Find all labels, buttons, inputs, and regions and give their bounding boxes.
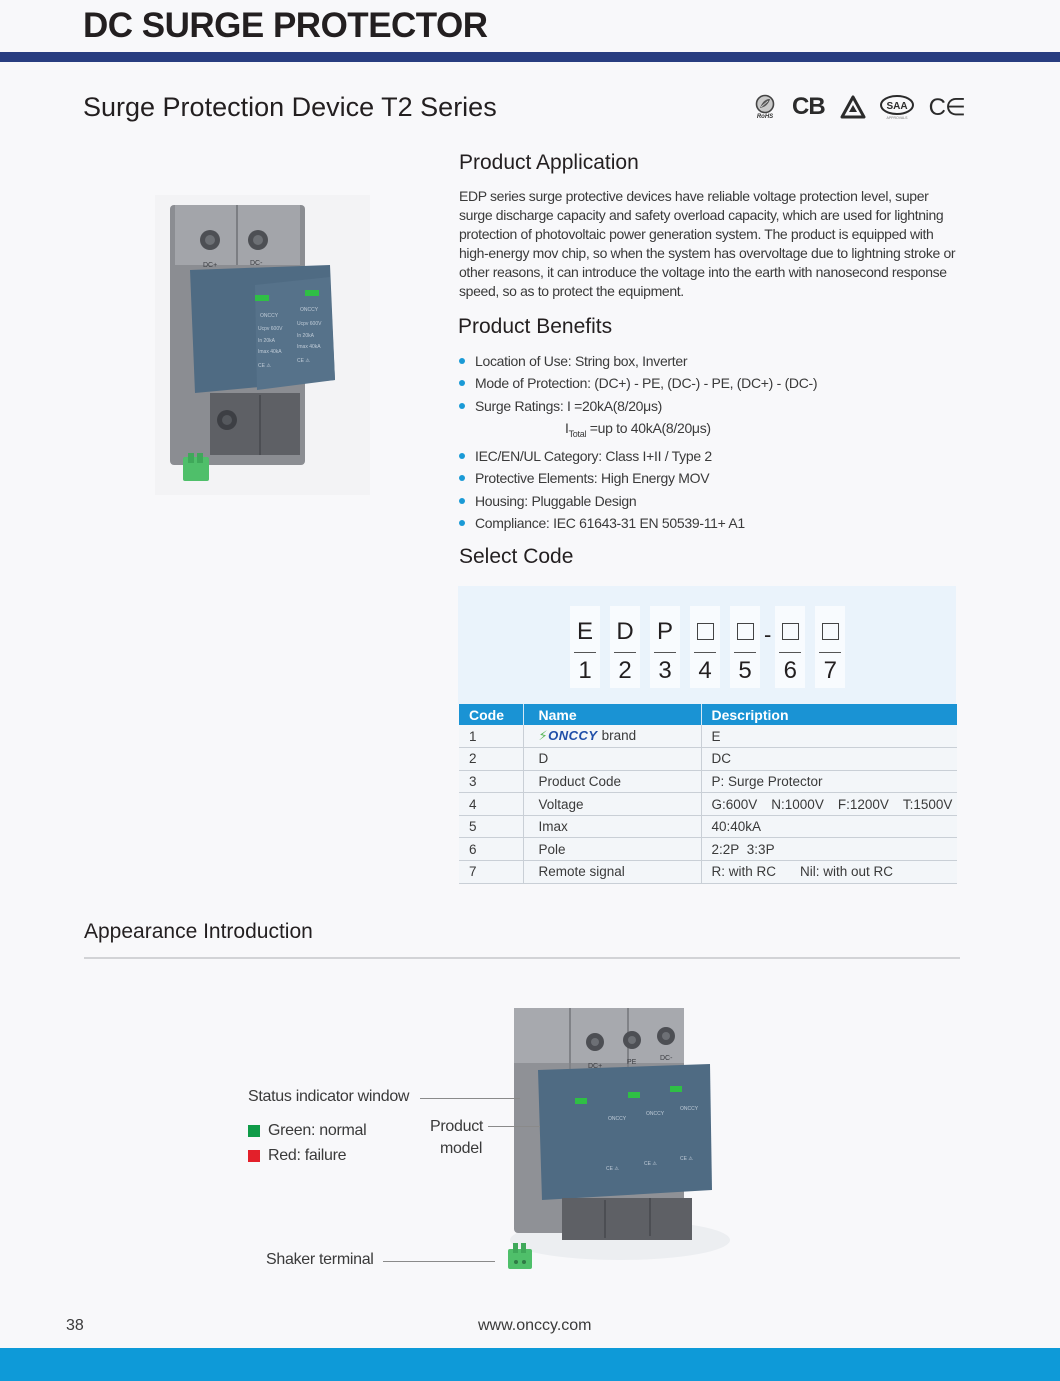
- section-divider: [84, 957, 960, 959]
- title-divider-bar: [0, 52, 1060, 62]
- benefits-heading: Product Benefits: [458, 315, 613, 338]
- product-model-label-line1: Product: [430, 1118, 484, 1135]
- application-text: EDP series surge protective devices have reliable voltage protection level, super surge discharge capacity and safety overload capacity, which are used for lightning protection of photovoltaic power generation system. The product is equipped with high-energy mov chip, so when the system has overvoltage due to lightning stroke or other reasons, it can introduce the voltage into the earth with nanosecond response speed, so as to protect the equipment.: [459, 188, 956, 299]
- red-failure-label: Red: failure: [268, 1147, 347, 1164]
- svg-text:CE ⚠: CE ⚠: [606, 1166, 619, 1172]
- placeholder-box-icon: [782, 623, 799, 640]
- code-cell-5: 5: [730, 606, 760, 688]
- placeholder-box-icon: [822, 623, 839, 640]
- rohs-icon: RoHS: [752, 92, 778, 122]
- column-header-description: Description: [701, 704, 957, 725]
- column-header-code: Code: [459, 704, 523, 725]
- status-window-label: Status indicator window: [248, 1088, 410, 1105]
- svg-text:ONCCY: ONCCY: [608, 1116, 627, 1122]
- svg-text:SAA: SAA: [886, 101, 908, 112]
- benefit-item: Protective Elements: High Energy MOV: [459, 467, 959, 489]
- table-header-row: [459, 704, 957, 725]
- table-row: 3 Product Code P: Surge Protector: [459, 770, 957, 793]
- appearance-heading: Appearance Introduction: [84, 920, 313, 943]
- svg-text:ONCCY: ONCCY: [680, 1106, 699, 1112]
- application-heading: Product Application: [459, 151, 639, 174]
- status-window-leader-line: [420, 1098, 520, 1099]
- cb-icon: CB: [792, 93, 825, 120]
- benefit-item: Mode of Protection: (DC+) - PE, (DC-) - PE, (DC+) - (DC-): [459, 372, 959, 394]
- select-code-heading: Select Code: [459, 545, 574, 568]
- code-cell-4: 4: [690, 606, 720, 688]
- product-image-2pole: [155, 195, 370, 495]
- table-row: 6 Pole 2:2P 3:3P: [459, 838, 957, 861]
- svg-text:ONCCY: ONCCY: [300, 307, 319, 313]
- shaker-terminal-leader-line: [383, 1261, 495, 1262]
- svg-text:In 20kA: In 20kA: [297, 333, 314, 339]
- svg-text:DC-: DC-: [250, 260, 263, 267]
- series-subtitle: Surge Protection Device T2 Series: [83, 92, 497, 122]
- page-number: 38: [66, 1317, 84, 1334]
- table-row: 7 Remote signal R: with RC Nil: with out RC: [459, 861, 957, 884]
- tuv-triangle-icon: [839, 94, 867, 120]
- shaker-terminal-label: Shaker terminal: [266, 1251, 374, 1268]
- certification-logos: [752, 92, 965, 122]
- svg-text:CE ⚠: CE ⚠: [297, 358, 310, 364]
- product-model-label-line2: model: [440, 1140, 483, 1157]
- benefit-item-continuation: $I_{Total} =up$ to 40kA(8/20μs): [565, 419, 711, 439]
- green-swatch-icon: [248, 1125, 260, 1137]
- green-normal-label: Green: normal: [268, 1122, 367, 1139]
- svg-text:CE ⚠: CE ⚠: [680, 1156, 693, 1162]
- saa-icon: [879, 94, 915, 120]
- benefit-item: IEC/EN/UL Category: Class I+II / Type 2: [459, 445, 959, 467]
- code-cell-1: E 1: [570, 606, 600, 688]
- svg-text:ONCCY: ONCCY: [260, 313, 279, 319]
- footer-bar: [0, 1348, 1060, 1381]
- code-cell-6: 6: [775, 606, 805, 688]
- shaker-terminal-icon: [505, 1240, 535, 1270]
- svg-text:ONCCY: ONCCY: [646, 1111, 665, 1117]
- code-separator: -: [764, 622, 772, 647]
- product-image-3pole: [500, 1000, 740, 1270]
- benefit-item: Housing: Pluggable Design: [459, 490, 959, 512]
- table-row: 4 Voltage G:600V N:1000V F:1200V T:1500V: [459, 793, 957, 816]
- code-cell-7: 7: [815, 606, 845, 688]
- placeholder-box-icon: [737, 623, 754, 640]
- product-model-leader-line: [488, 1126, 540, 1127]
- svg-text:PE: PE: [627, 1059, 637, 1066]
- svg-text:Imax 40kA: Imax 40kA: [297, 344, 321, 350]
- placeholder-box-icon: [697, 623, 714, 640]
- svg-text:Ucpv 600V: Ucpv 600V: [297, 321, 322, 327]
- svg-text:APPROVALS: APPROVALS: [886, 116, 908, 120]
- svg-text:CE ⚠: CE ⚠: [644, 1161, 657, 1167]
- terminal-label: DC+: [203, 262, 218, 269]
- code-cell-3: P 3: [650, 606, 680, 688]
- table-row: 5 Imax 40:40kA: [459, 815, 957, 838]
- svg-text:Imax 40kA: Imax 40kA: [258, 349, 282, 355]
- onccy-logo-icon: ⚡ONCCY: [538, 728, 598, 744]
- code-diagram: [458, 586, 956, 704]
- svg-text:DC+: DC+: [588, 1063, 603, 1070]
- svg-text:DC-: DC-: [660, 1055, 673, 1062]
- page-title: DC SURGE PROTECTOR: [83, 6, 488, 45]
- benefit-item: Surge Ratings: I =20kA(8/20μs): [459, 395, 959, 417]
- column-header-name: Name: [523, 704, 701, 725]
- ce-icon: C∈: [928, 93, 965, 121]
- table-row: 2 D DC: [459, 748, 957, 771]
- red-swatch-icon: [248, 1150, 260, 1162]
- svg-text:In 20kA: In 20kA: [258, 338, 275, 344]
- code-spec-table: [459, 704, 957, 884]
- table-row: 1 ⚡ONCCY brand E: [459, 725, 957, 748]
- website-link[interactable]: www.onccy.com: [478, 1317, 592, 1334]
- svg-text:CE ⚠: CE ⚠: [258, 363, 271, 369]
- code-cell-2: D 2: [610, 606, 640, 688]
- svg-text:Ucpv 600V: Ucpv 600V: [258, 326, 283, 332]
- benefits-list: [459, 350, 959, 534]
- benefit-item: Compliance: IEC 61643-31 EN 50539-11+ A1: [459, 512, 959, 534]
- benefit-item: Location of Use: String box, Inverter: [459, 350, 959, 372]
